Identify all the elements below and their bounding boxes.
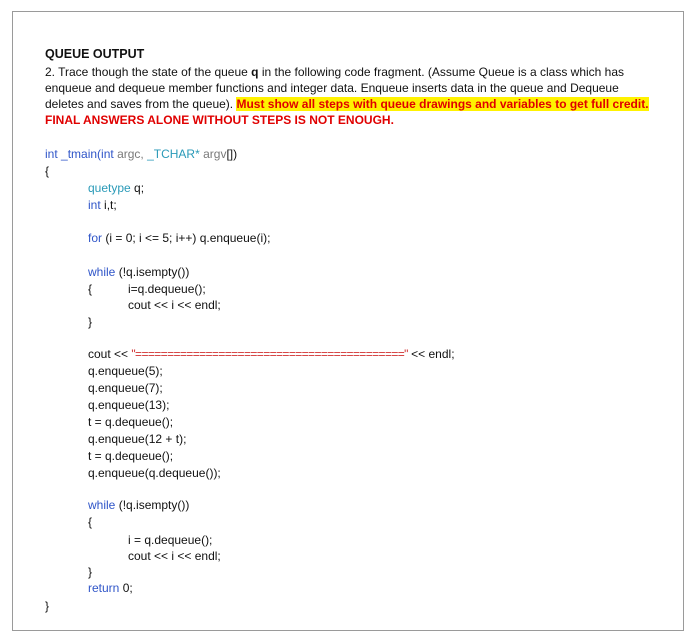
while-keyword: while	[88, 498, 116, 512]
prompt-line-3	[45, 96, 649, 112]
prompt-line-1-post: in the following code fragment. (Assume Queue is a class which has	[258, 65, 625, 79]
heading: QUEUE OUTPUT	[45, 47, 145, 61]
prompt-line-2: enqueue and dequeue member functions and integer data. Enqueue inserts data in the queue and Dequeue	[45, 81, 619, 95]
highlighted-warning: Must show all steps with queue drawings and variables to get full credit.	[236, 97, 649, 111]
while-2-statement-2: cout << i << endl;	[128, 549, 221, 563]
seq-statement-6: t = q.dequeue();	[88, 449, 174, 463]
separator-cout	[88, 346, 455, 362]
while-1-statement-1: i=q.dequeue();	[128, 282, 206, 296]
for-keyword: for	[88, 231, 103, 245]
while-2-open-brace: {	[88, 515, 93, 529]
while-condition: (!q.isempty())	[115, 265, 190, 279]
param-argc: argc,	[113, 147, 148, 161]
seq-statement-2: q.enqueue(7);	[88, 381, 163, 395]
param-argv: argv	[199, 147, 227, 161]
main-close-brace: }	[45, 599, 50, 613]
cout-prefix: cout <<	[88, 347, 132, 361]
seq-statement-4: t = q.dequeue();	[88, 415, 174, 429]
seq-statement-3: q.enqueue(13);	[88, 398, 170, 412]
while-1-open-brace: {	[88, 282, 93, 296]
final-answer-warning: FINAL ANSWERS ALONE WITHOUT STEPS IS NOT ENOUGH.	[45, 113, 394, 127]
seq-statement-1: q.enqueue(5);	[88, 364, 163, 378]
param-tchar-type: _TCHAR*	[147, 147, 200, 161]
int-declaration	[88, 197, 117, 213]
param-type-keyword: int	[101, 147, 114, 161]
for-loop	[88, 230, 270, 246]
prompt-line-1-pre: 2. Trace though the state of the queue	[45, 65, 252, 79]
while-keyword: while	[88, 265, 116, 279]
int-vars-decl: i,t;	[100, 198, 117, 212]
int-keyword: int	[88, 198, 101, 212]
prompt-line-1	[45, 64, 624, 80]
signature-end: [])	[226, 147, 238, 161]
queue-declaration	[88, 180, 144, 196]
cout-suffix: << endl;	[407, 347, 455, 361]
queue-variable: q	[251, 65, 259, 79]
main-open-brace: {	[45, 164, 50, 178]
separator-string: "=========================================="	[131, 347, 408, 361]
while-2-statement-1: i = q.dequeue();	[128, 533, 213, 547]
return-keyword: return	[88, 581, 120, 595]
seq-statement-5: q.enqueue(12 + t);	[88, 432, 187, 446]
seq-statement-7: q.enqueue(q.dequeue());	[88, 466, 221, 480]
quetype-keyword: quetype	[88, 181, 131, 195]
main-signature	[45, 146, 237, 162]
for-body: (i = 0; i <= 5; i++) q.enqueue(i);	[102, 231, 271, 245]
while-loop-1	[88, 264, 189, 280]
return-type-keyword: int	[45, 147, 58, 161]
function-name: _tmain(	[57, 147, 102, 161]
while-2-close-brace: }	[88, 565, 93, 579]
while-loop-2	[88, 497, 189, 513]
return-statement	[88, 580, 133, 596]
while-1-statement-2: cout << i << endl;	[128, 298, 221, 312]
return-value: 0;	[119, 581, 133, 595]
queue-var-decl: q;	[130, 181, 145, 195]
while-condition: (!q.isempty())	[115, 498, 190, 512]
prompt-line-3-pre: deletes and saves from the queue).	[45, 97, 237, 111]
while-1-close-brace: }	[88, 315, 93, 329]
